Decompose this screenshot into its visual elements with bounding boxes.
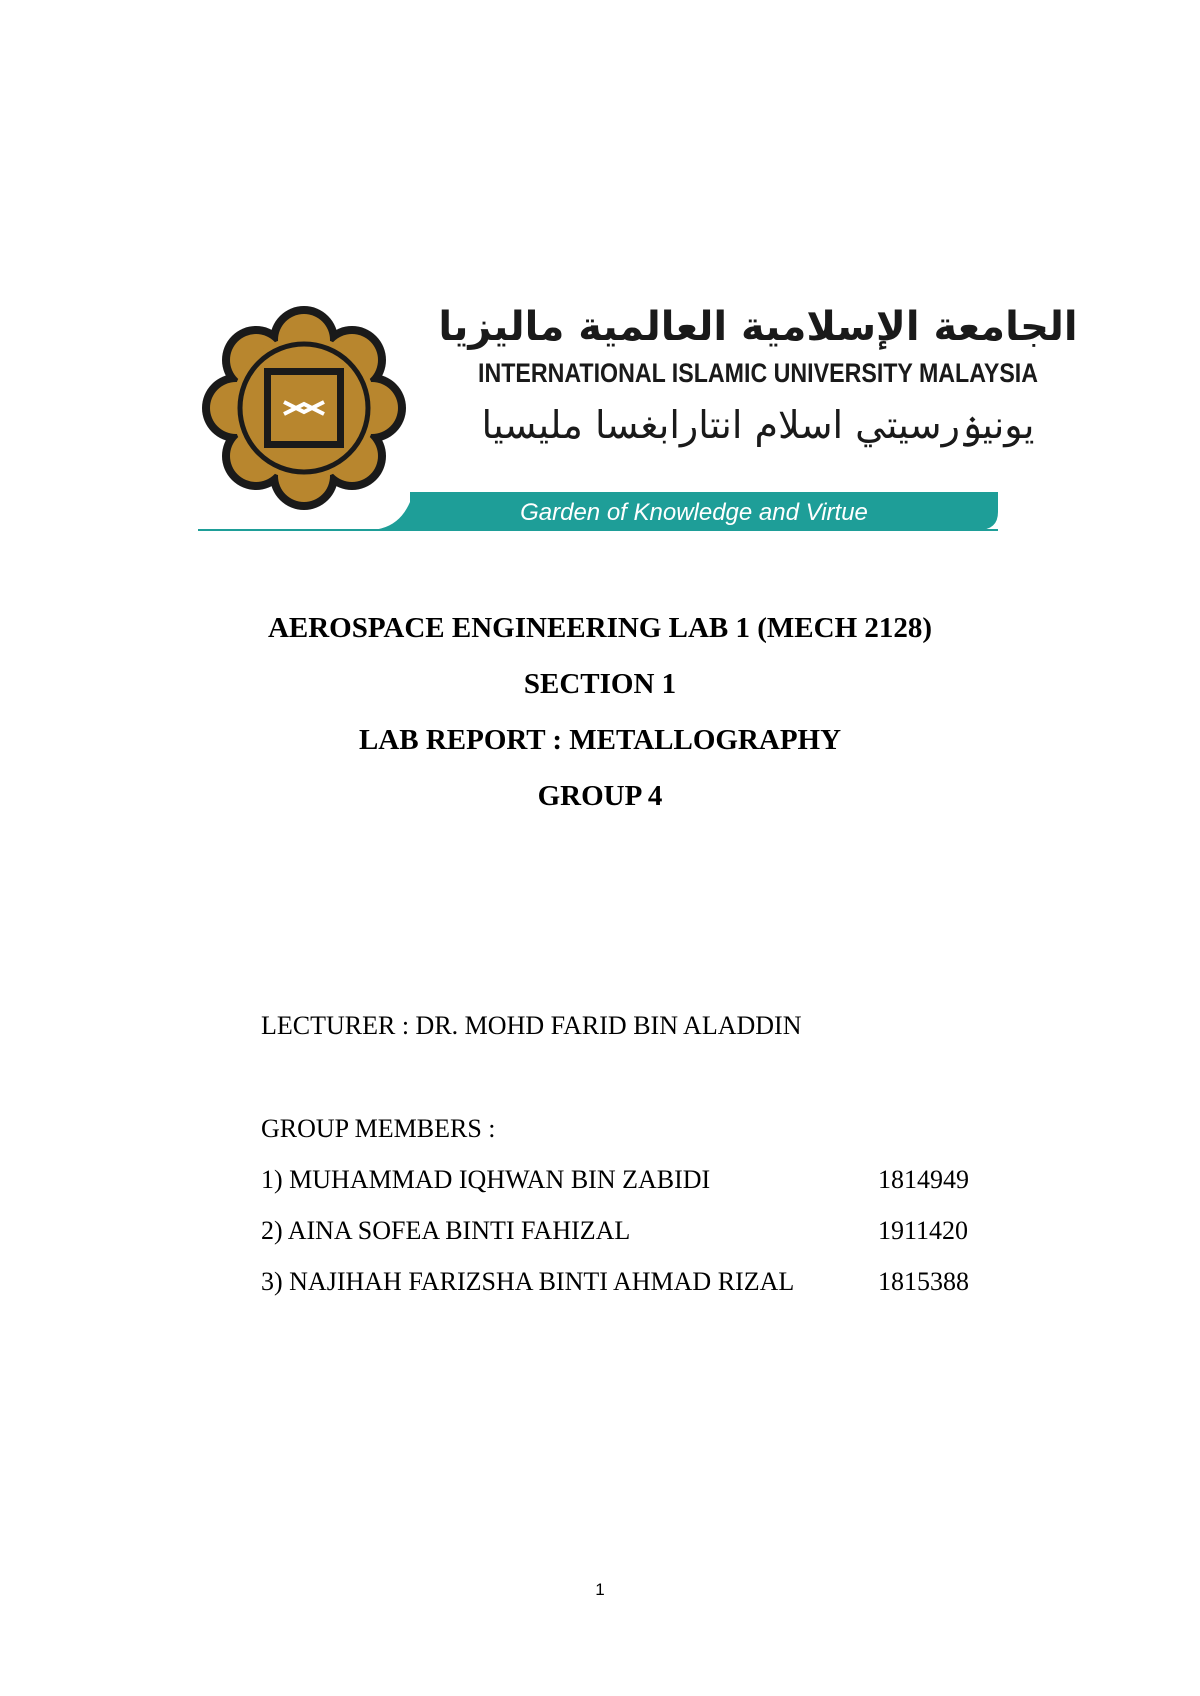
member-id: 1814949 [878,1165,969,1194]
member-name: 3) NAJIHAH FARIZSHA BINTI AHMAD RIZAL [261,1267,795,1296]
member-row [261,1256,1021,1307]
logo-jawi-text: يونيۏرسيتي اسلام انتارابغسا مليسيا [481,403,1035,447]
member-name: 1) MUHAMMAD IQHWAN BIN ZABIDI [261,1165,711,1194]
member-name: 2) AINA SOFEA BINTI FAHIZAL [261,1216,631,1245]
report-title-block [0,600,1200,824]
member-id: 1911420 [878,1216,969,1245]
emblem-icon [202,306,406,510]
member-id: 1815388 [878,1267,969,1296]
logo-arabic-text: الجامعة الإسلامية العالمية ماليزيا [438,304,1078,350]
logo-english-name: INTERNATIONAL ISLAMIC UNIVERSITY MALAYSIA [478,358,1038,388]
group-title: GROUP 4 [537,780,663,812]
report-info [261,1000,1021,1307]
university-logo [198,292,1078,540]
logo-tagline: Garden of Knowledge and Virtue [520,499,868,526]
course-title: AEROSPACE ENGINEERING LAB 1 (MECH 2128) [267,612,933,644]
section-title: SECTION 1 [523,668,677,700]
page-number: 1 [595,1580,605,1599]
report-title: LAB REPORT : METALLOGRAPHY [358,724,842,756]
member-row [261,1154,1021,1205]
lecturer-line: LECTURER : DR. MOHD FARID BIN ALADDIN [261,1011,802,1040]
members-heading: GROUP MEMBERS : [261,1114,496,1143]
member-row [261,1205,1021,1256]
